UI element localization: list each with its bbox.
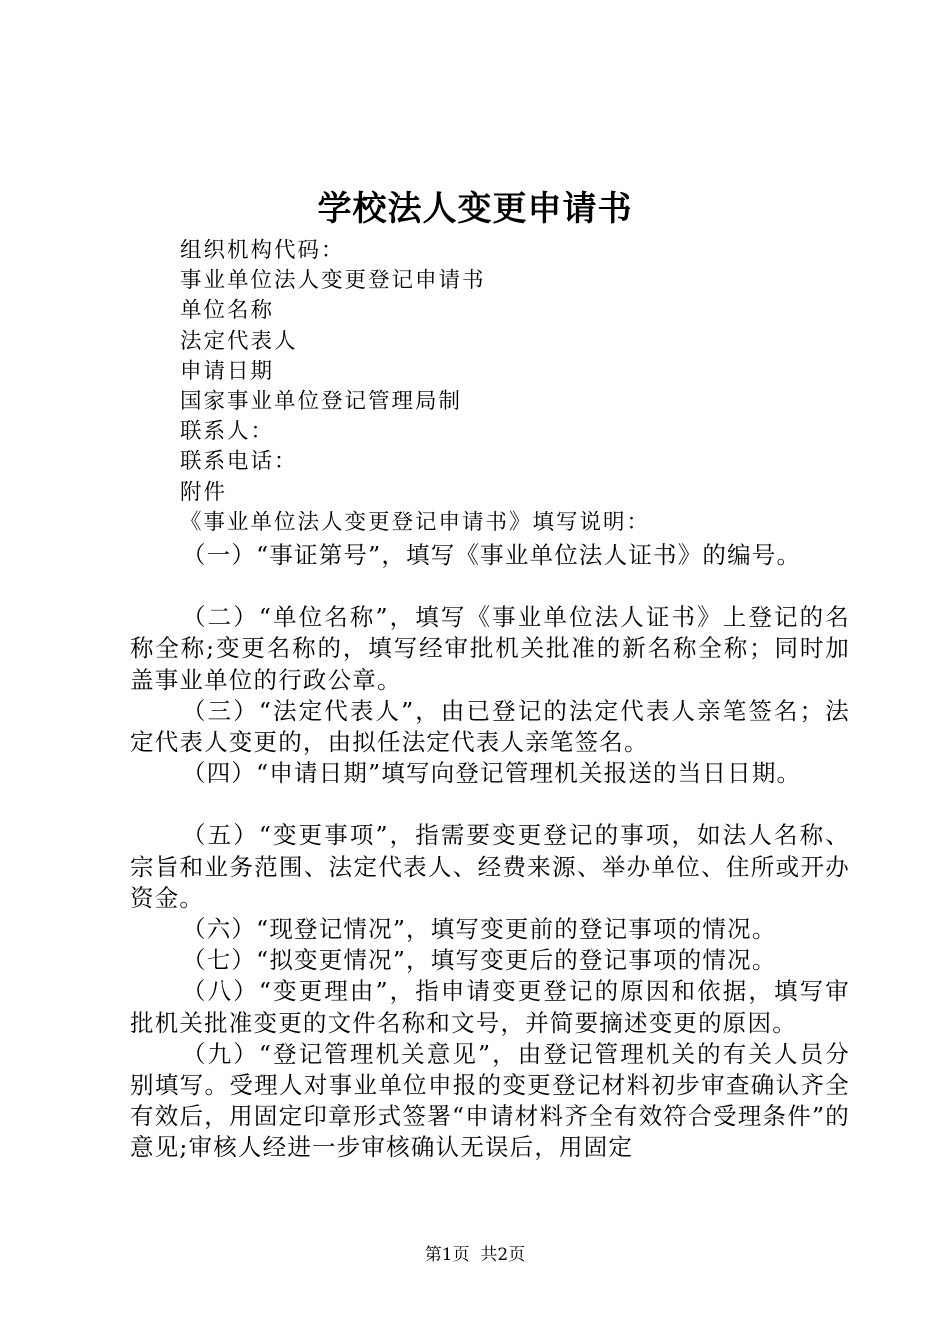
- paragraph-7: （七）“拟变更情况”，填写变更后的登记事项的情况。: [182, 946, 777, 975]
- issuer-line: 国家事业单位登记管理局制: [180, 388, 463, 414]
- paragraph-1: （一）“事证第号”，填写《事业单位法人证书》的编号。: [182, 541, 802, 569]
- paragraph-8: （八）“变更理由”，指申请变更登记的原因和依据，填写审批机关批准变更的文件名称和文号，并简要摘述变更的原因。: [130, 977, 850, 1037]
- unit-name-label: 单位名称: [180, 298, 275, 324]
- paragraph-2: （二）“单位名称”，填写《事业单位法人证书》上登记的名称全称;变更名称的，填写经审批机关批准的新名称全称；同时加盖事业单位的行政公章。: [130, 603, 850, 694]
- org-code-label: 组织机构代码：: [180, 238, 345, 263]
- paragraph-5: （五）“变更事项”，指需要变更登记的事项，如法人名称、宗旨和业务范围、法定代表人、经费来源、举办单位、住所或开办资金。: [130, 821, 850, 912]
- contact-phone-label: 联系电话：: [180, 449, 298, 475]
- contact-person-label: 联系人：: [180, 419, 275, 445]
- instructions-body: [130, 540, 850, 1164]
- paragraph-3: （三）“法定代表人”，由已登记的法定代表人亲笔签名；法定代表人变更的，由拟任法定代表人亲笔签名。: [130, 696, 850, 757]
- form-header-fields: [180, 236, 880, 538]
- paragraph-4: （四）“申请日期”填写向登记管理机关报送的当日日期。: [182, 759, 802, 788]
- paragraph-9: （九）“登记管理机关意见”，由登记管理机关的有关人员分别填写。受理人对事业单位申报的变更登记材料初步审查确认齐全有效后，用固定印章形式签署“申请材料齐全有效符合受理条件”的意见;审核人经进一步审核确认无误后，用固定: [130, 1039, 850, 1162]
- legal-rep-label: 法定代表人: [180, 328, 298, 354]
- form-name-line: 事业单位法人变更登记申请书: [180, 268, 486, 294]
- page-footer: 第1页 共2页: [424, 1245, 526, 1265]
- apply-date-label: 申请日期: [180, 358, 275, 384]
- document-title: 学校法人变更申请书: [317, 189, 633, 229]
- instructions-heading: 《事业单位法人变更登记申请书》填写说明：: [180, 509, 651, 535]
- attachment-label: 附件: [180, 479, 228, 505]
- paragraph-6: （六）“现登记情况”，填写变更前的登记事项的情况。: [182, 915, 777, 944]
